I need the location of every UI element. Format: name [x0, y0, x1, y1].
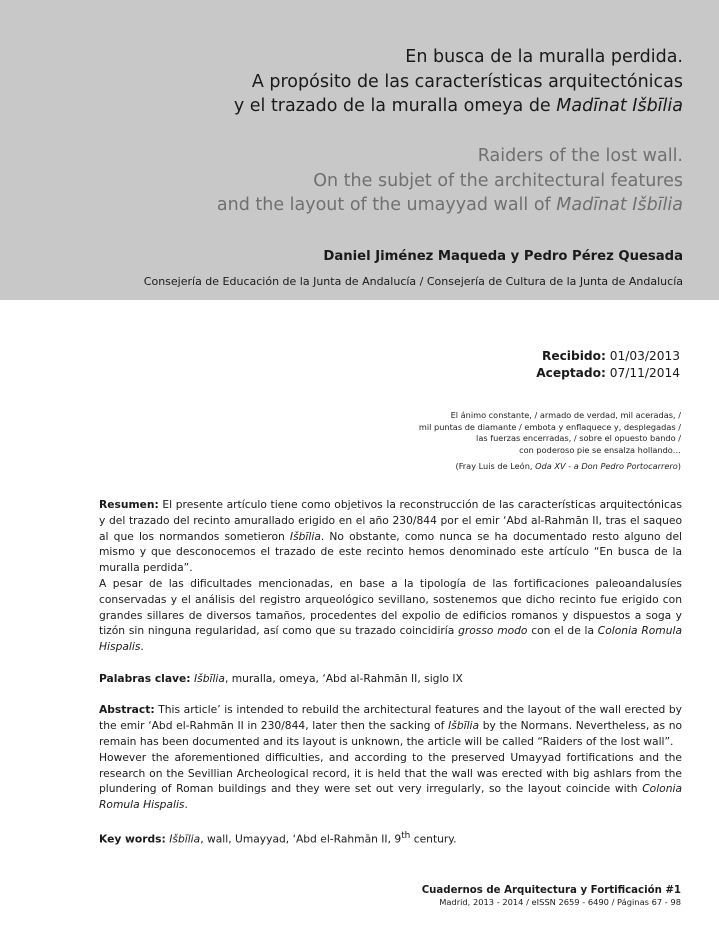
spacer — [99, 813, 682, 829]
resumen-text: con el de la — [527, 624, 598, 638]
accepted-date — [536, 365, 680, 382]
resumen-text: . — [140, 640, 144, 654]
spacer — [99, 655, 682, 671]
spanish-title — [234, 45, 683, 119]
abstract-text: This article’ is intended to rebuild the architectural features and the layout of the wall erected by the emir ‘Abd el-Rahmān II in 230/844, later then the sacking of — [99, 703, 682, 733]
epigraph-line: mil puntas de diamante / embota y enflaquece y, desplegadas / — [418, 421, 681, 432]
abstract-italic: Colonia Romula Hispalis — [99, 782, 682, 812]
palabras-clave-italic: Išbīlia — [193, 671, 225, 685]
english-title-line-3 — [217, 193, 683, 218]
spanish-title-line-2: A propósito de las características arquitectónicas — [251, 71, 683, 92]
resumen-italic: grosso modo — [458, 624, 528, 638]
resumen-italic: Išbīlia — [289, 529, 321, 543]
epigraph — [419, 410, 681, 473]
resumen-text: El presente artículo tiene como objetivos la reconstrucción de las características arquitectónicas y del trazado del recinto amurallado erigido en el año 230/844 por el emir ‘Abd al-Rahmān II, tras el saqueo al que los normandos sometieron — [99, 498, 682, 543]
spanish-title-line-1: En busca de la muralla perdida. — [405, 47, 683, 67]
epigraph-source-title: Oda XV - a Don Pedro Portocarrero — [535, 461, 678, 472]
spanish-title-line-3-text: y el trazado de la muralla omeya de — [233, 96, 557, 116]
received-date — [536, 348, 680, 365]
abstract-text: . — [184, 798, 188, 812]
footer — [422, 884, 681, 908]
english-title-line-2: On the subjet of the architectural features — [313, 170, 683, 191]
english-title — [217, 144, 683, 218]
spanish-title-place: Madīnat Išbīlia — [556, 96, 683, 116]
keywords-label: Key words: — [99, 832, 166, 846]
authors: Daniel Jiménez Maqueda y Pedro Pérez Quesada — [323, 249, 683, 264]
epigraph-source-suffix: ) — [677, 461, 681, 472]
abstract-paragraph-2 — [99, 750, 682, 813]
resumen-label: Resumen: — [99, 498, 159, 511]
abstract-text: However the aforementioned difficulties, and according to the preserved Umayyad fortifications and the research on the Sevillian Archeological record, it is held that the wall was erected with big ashlars from the plundering of Roman buildings and they were set out very irregularly, so the layout coincide with — [99, 750, 682, 796]
english-title-line-1: Raiders of the lost wall. — [477, 146, 683, 166]
palabras-clave — [99, 671, 682, 687]
resumen-text: . No obstante, como nunca se ha documentado resto alguno del mismo y que desconocemos el trazado de este recinto hemos denominado este artículo “En busca de la muralla perdida”. — [99, 529, 682, 575]
abstract-text: by the Normans. Nevertheless, as no remain has been documented and its layout is unknown, the article will be called “Raiders of the lost wall”. — [99, 719, 683, 748]
resumen-paragraph-1 — [99, 497, 682, 576]
palabras-clave-text: , muralla, omeya, ‘Abd al-Rahmān II, siglo IX — [224, 671, 463, 685]
keywords-text: century. — [410, 832, 457, 846]
spanish-title-line-3 — [234, 94, 683, 119]
resumen-italic: Colonia Romula Hispalis — [99, 624, 682, 654]
received-label: Recibido: — [541, 349, 606, 363]
resumen-paragraph-2 — [99, 576, 682, 655]
epigraph-line: El ánimo constante, / armado de verdad, mil aceradas, / — [450, 410, 681, 420]
abstract-paragraph-1 — [99, 702, 682, 749]
article-summary — [99, 497, 682, 847]
abstract-label: Abstract: — [99, 703, 155, 717]
dates-block — [536, 348, 680, 382]
keywords-text: , wall, Umayyad, ‘Abd el-Rahmān II, 9 — [200, 832, 402, 846]
palabras-clave-label: Palabras clave: — [99, 671, 191, 685]
publication-info: Madrid, 2013 - 2014 / eISSN 2659 - 6490 / Páginas 67 - 98 — [439, 897, 681, 907]
epigraph-source-prefix: (Fray Luis de León, — [455, 461, 536, 472]
affiliation: Consejería de Educación de la Junta de Andalucía / Consejería de Cultura de la Junta de Andalucía — [143, 275, 683, 288]
accepted-value: 07/11/2014 — [609, 366, 680, 380]
keywords — [99, 829, 682, 847]
epigraph-source — [419, 461, 681, 473]
abstract-italic: Išbīlia — [448, 719, 480, 733]
received-value: 01/03/2013 — [609, 349, 680, 363]
keywords-italic: Išbīlia — [169, 832, 201, 846]
journal-name: Cuadernos de Arquitectura y Fortificación #1 — [421, 885, 681, 896]
title-banner — [0, 0, 719, 300]
epigraph-line: con poderoso pie se ensalza hollando… — [519, 444, 681, 455]
keywords-superscript: th — [401, 830, 411, 841]
accepted-label: Aceptado: — [536, 366, 606, 380]
resumen-text: A pesar de las dificultades mencionadas, en base a la tipología de las fortificaciones paleoandalusíes conservadas y el análisis del registro arqueológico sevillano, sostenemos que dicho recinto fue erigido con grandes sillares de diversos tamaños, procedentes del expolio de edificios romanos y dispuestos a soga y tizón sin ninguna regularidad, así como que su trazado coincidiría — [99, 576, 682, 638]
english-title-place: Madīnat Išbīlia — [556, 195, 683, 215]
english-title-line-3-text: and the layout of the umayyad wall of — [216, 195, 557, 215]
spacer — [99, 687, 682, 703]
epigraph-line: las fuerzas encerradas, / sobre el opuesto bando / — [476, 433, 681, 444]
